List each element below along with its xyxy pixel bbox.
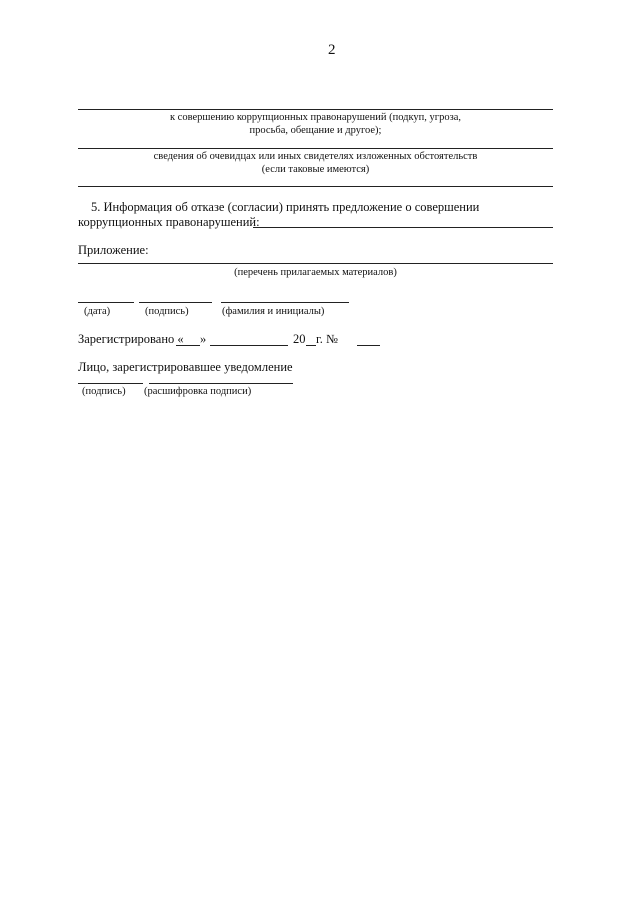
item5-line1: 5. Информация об отказе (согласии) принять предложение о совершении bbox=[91, 200, 480, 214]
caption-witnesses-line1: сведения об очевидцах или иных свидетелях изложенных обстоятельств bbox=[153, 151, 478, 162]
registered-year-line bbox=[306, 345, 316, 346]
caption-corruption-line2: просьба, обещание и другое); bbox=[249, 125, 382, 136]
date-line bbox=[78, 302, 134, 303]
registrar-label: Лицо, зарегистрировавшее уведомление bbox=[78, 360, 293, 374]
registered-year: 20 bbox=[293, 332, 306, 346]
attachment-fill-line bbox=[78, 263, 553, 264]
page-number: 2 bbox=[328, 42, 336, 58]
fill-line-2 bbox=[78, 148, 553, 149]
registered-start: Зарегистрировано « bbox=[78, 332, 184, 346]
fill-line-1 bbox=[78, 109, 553, 110]
name-line bbox=[221, 302, 349, 303]
attachment-caption: (перечень прилагаемых материалов) bbox=[234, 267, 397, 278]
date-caption: (дата) bbox=[84, 306, 111, 317]
signature-caption: (подпись) bbox=[145, 306, 189, 317]
item5-fill-line bbox=[253, 227, 553, 228]
registrar-decoding-caption: (расшифровка подписи) bbox=[144, 386, 252, 397]
registered-end: г. № bbox=[316, 332, 338, 346]
registrar-decoding-line bbox=[149, 383, 293, 384]
registered-number-line bbox=[357, 345, 380, 346]
signature-line bbox=[139, 302, 212, 303]
fill-line-3 bbox=[78, 186, 553, 187]
item5-line2: коррупционных правонарушений: bbox=[78, 215, 260, 229]
caption-corruption-line1: к совершению коррупционных правонарушений (подкуп, угроза, bbox=[169, 112, 462, 123]
name-caption: (фамилия и инициалы) bbox=[222, 306, 325, 317]
attachment-label: Приложение: bbox=[78, 243, 149, 257]
caption-witnesses-line2: (если таковые имеются) bbox=[261, 164, 370, 175]
registrar-signature-line bbox=[78, 383, 143, 384]
registered-quote-end: » bbox=[200, 332, 207, 346]
registered-day-line bbox=[176, 345, 200, 346]
registrar-signature-caption: (подпись) bbox=[82, 386, 126, 397]
registered-month-line bbox=[210, 345, 288, 346]
